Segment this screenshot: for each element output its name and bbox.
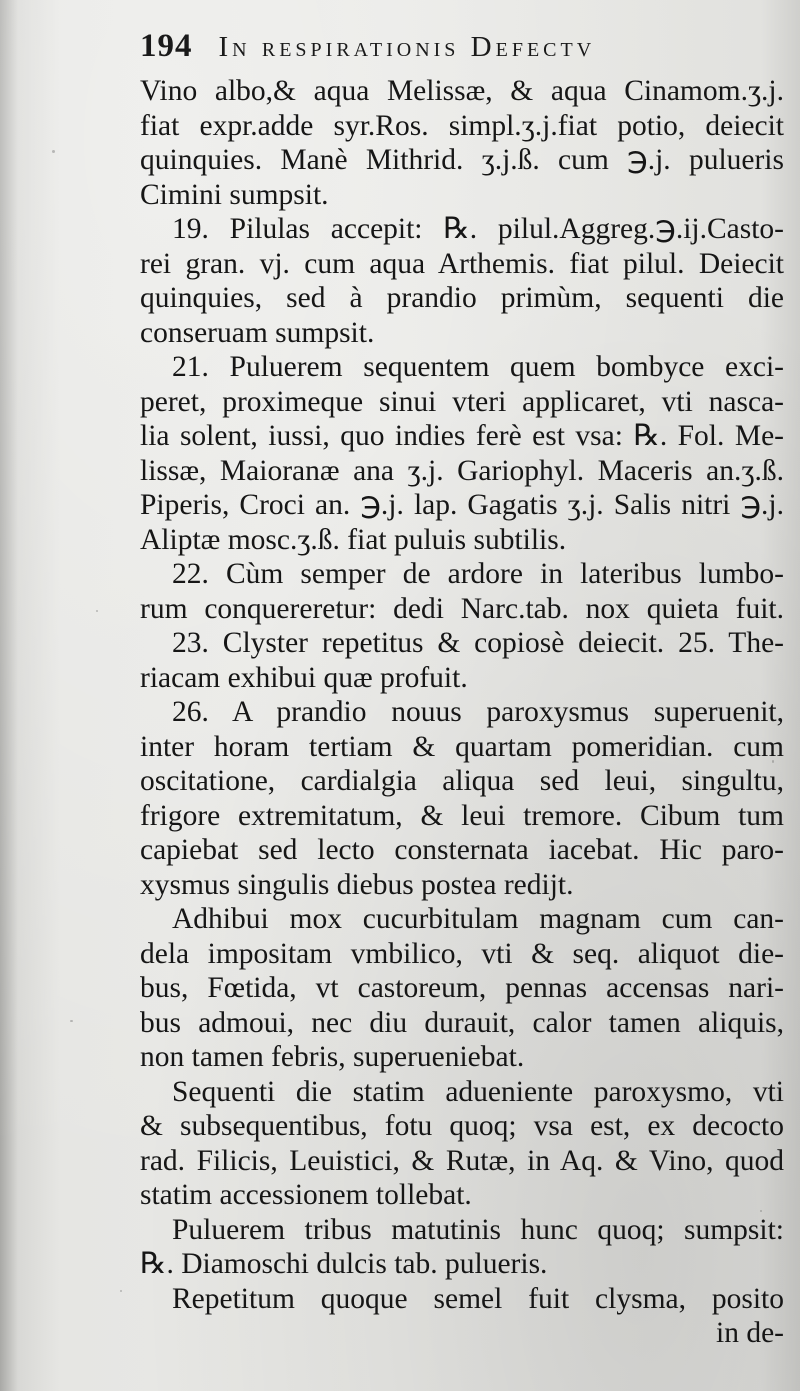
running-head: In respirationis Defectv [218, 31, 596, 63]
ink-speck [120, 1290, 122, 1292]
text-line: dela impositam vmbilico, vti & seq. aliquot die- [140, 937, 784, 970]
text-line: capiebat sed lecto consternata iacebat. Hic paro- [140, 834, 784, 866]
text-line: fiat expr.adde syr.Ros. simpl.ʒ.j.fiat potio, deiecit [140, 109, 784, 142]
text-line: Vino albo,& aqua Melissæ, & aqua Cinamom.ʒ.j. [140, 75, 784, 107]
text-line: in de- [716, 1317, 784, 1349]
text-line: peret, proximeque sinui vteri applicaret, vti nasca- [140, 385, 784, 418]
text-line: non tamen febris, superueniebat. [140, 1041, 525, 1073]
ink-speck [70, 1020, 73, 1022]
body-text [140, 74, 784, 1351]
text-line: Aliptæ mosc.ʒ.ß. fiat puluis subtilis. [140, 523, 567, 556]
page-number: 194 [140, 28, 193, 64]
text-line: bus admoui, nec diu durauit, calor tamen aliquis, [140, 1006, 784, 1039]
text-line: 22. Cùm semper de ardore in lateribus lumbo- [172, 558, 784, 590]
text-line: 21. Puluerem sequentem quem bombyce exci- [172, 351, 784, 383]
text-line: Adhibui mox cucurbitulam magnam cum can- [172, 903, 784, 935]
text-line: 19. Pilulas accepit: ℞. pilul.Aggreg.℈.ij.Casto- [172, 213, 784, 245]
text-line: statim accessionem tollebat. [140, 1179, 472, 1211]
text-line: inter horam tertiam & quartam pomeridian. cum [140, 730, 784, 763]
text-line: quinquies, sed à prandio primùm, sequenti die [140, 282, 784, 314]
text-line: oscitatione, cardialgia aliqua sed leui, singultu, [140, 765, 784, 797]
text-line: Cimini sumpsit. [140, 178, 329, 211]
text-line: conseruam sumpsit. [140, 316, 375, 349]
text-line: ℞. Diamoschi dulcis tab. pulueris. [140, 1248, 548, 1280]
text-line: 26. A prandio nouus paroxysmus superuenit, [172, 696, 784, 728]
text-line: 23. Clyster repetitus & copiosè deiecit. 25. The- [172, 627, 784, 659]
text-line: Piperis, Croci an. ℈.j. lap. Gagatis ʒ.j. Salis nitri ℈.j. [140, 489, 784, 521]
text-line: lia solent, iussi, quo indies ferè est vsa: ℞. Fol. Me- [140, 420, 784, 452]
page-header [140, 28, 760, 72]
text-line: rei gran. vj. cum aqua Arthemis. fiat pilul. Deiecit [140, 247, 784, 280]
text-line: & subsequentibus, fotu quoq; vsa est, ex decocto [140, 1110, 784, 1142]
text-line: quinquies. Manè Mithrid. ʒ.j.ß. cum ℈.j. pulueris [140, 144, 784, 176]
text-line: frigore extremitatum, & leui tremore. Cibum tum [140, 799, 784, 832]
text-line: xysmus singulis diebus postea redijt. [140, 868, 574, 901]
ink-speck [96, 610, 98, 612]
ink-speck [52, 150, 55, 153]
text-line: Sequenti die statim adueniente paroxysmo, vti [172, 1075, 784, 1108]
text-line: Puluerem tribus matutinis hunc quoq; sumpsit: [172, 1213, 784, 1246]
text-line: riacam exhibui quæ profuit. [140, 661, 468, 694]
text-line: bus, Fœtida, vt castoreum, pennas accensas nari- [140, 972, 784, 1004]
text-line: rad. Filicis, Leuistici, & Rutæ, in Aq. & Vino, quod [140, 1144, 784, 1177]
text-line: lissæ, Maioranæ ana ʒ.j. Gariophyl. Maceris an.ʒ.ß. [140, 454, 784, 487]
text-line: Repetitum quoque semel fuit clysma, posito [172, 1282, 784, 1315]
text-line: rum conquereretur: dedi Narc.tab. nox quieta fuit. [140, 592, 784, 625]
